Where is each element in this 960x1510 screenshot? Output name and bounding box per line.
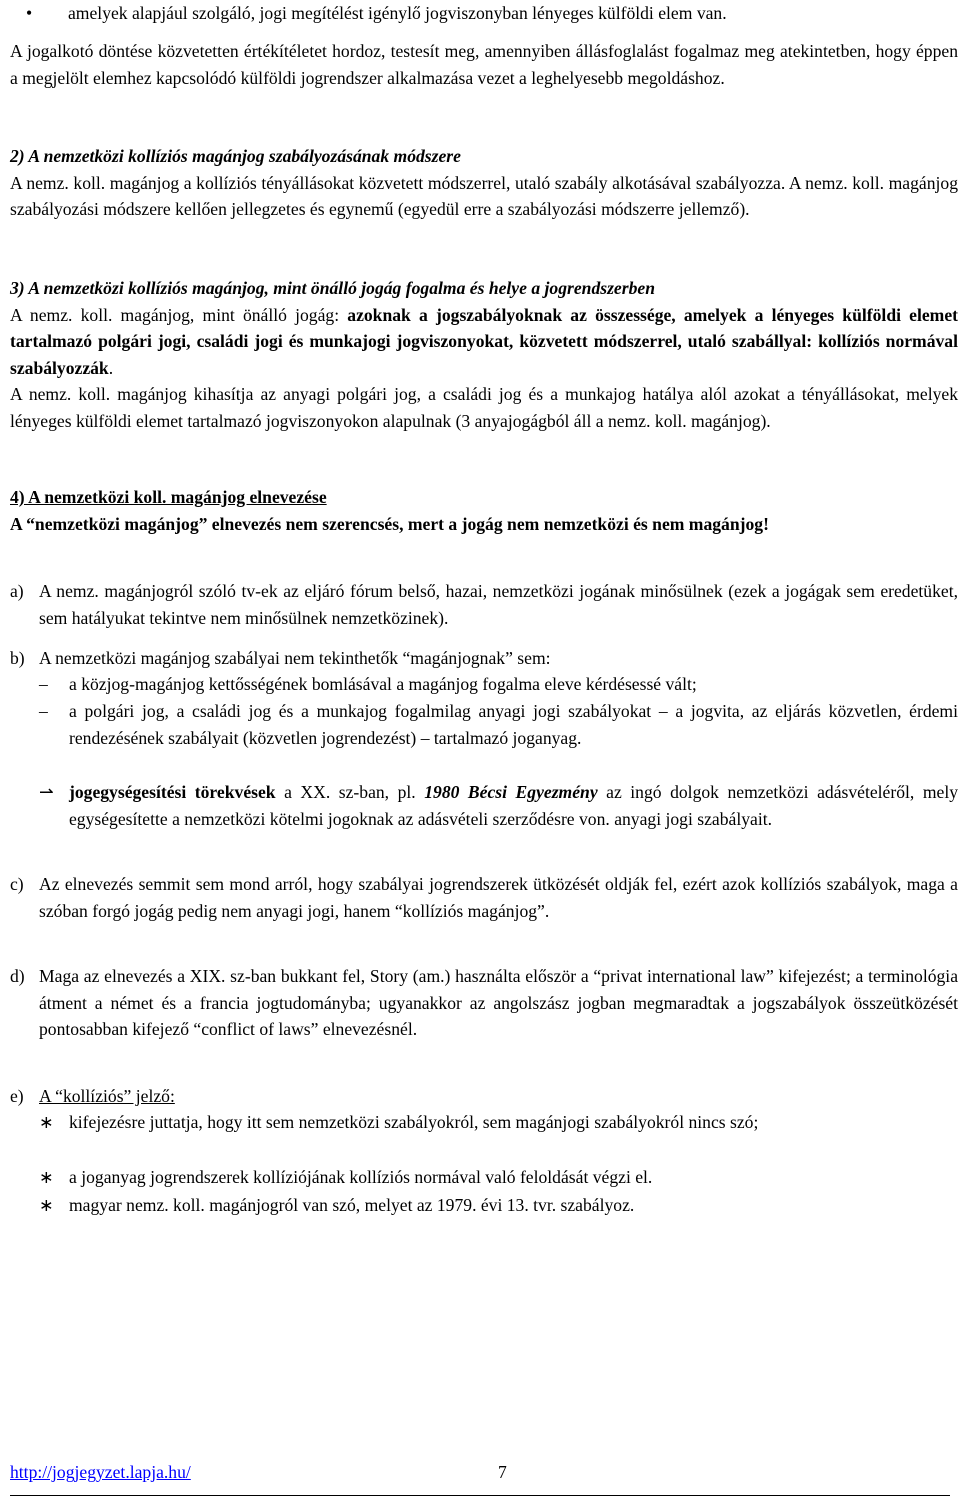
item-e-label: e) [10,1086,24,1106]
item-e-sub-3 [39,1192,958,1219]
arrow-icon: ⇀ [39,782,54,802]
page-number: 7 [498,1462,507,1482]
bullet-icon: • [26,3,33,23]
intro-bullet-text: amelyek alapjául szolgáló, jogi megítélést igénylő jogviszonyban lényeges külföldi elem van. [68,3,727,23]
item-e-sub-2-text: a joganyag jogrendszerek kollíziójának kollíziós normával való feloldását végzi el. [69,1167,653,1187]
item-b-arrow-bold: jogegységesítési törekvések [69,782,276,802]
dash-icon: – [39,701,48,721]
item-a-label: a) [10,581,24,601]
asterisk-icon: ∗ [39,1195,54,1215]
dash-icon: – [39,674,48,694]
item-c-label: c) [10,874,24,894]
intro-paragraph-text: A jogalkotó döntése közvetetten értékítéletet hordoz, testesít meg, amennyiben állásfoglalást fogalmaz meg atekintetben, hogy éppen a megjelölt elemhez kapcsolódó külföldi jogrendszer alkalmazása vezet a leghelyesebb megoldáshoz. [10,41,958,88]
item-b-sub-1 [39,671,958,698]
item-e [10,1083,958,1110]
footer-link[interactable]: http://jogjegyzet.lapja.hu/ [10,1462,191,1482]
section-4 [10,484,958,537]
section-3-bold-definition: azoknak a jogszabályoknak az összessége, amelyek a lényeges külföldi elemet tartalmazó polgári jogi, családi jogi és munkajogi jogviszonyokat, közvetett módszerrel, utaló szabállyal: kollíziós normával szabályozzák [10,304,958,378]
item-b-sub-2-text: a polgári jog, a családi jog és a munkajog fogalmilag anyagi jogi szabályokat – a jogvita, az eljárás közvetlen, érdemi rendezésének szabályait (közvetlen jogrendezést) – tartalmazó joganyag. [69,701,958,748]
footer-rule [10,1495,950,1496]
item-d-text: Maga az elnevezés a XIX. sz-ban bukkant fel, Story (am.) használta először a “privat international law” kifejezést; a terminológia átment a német és a francia jogtudományba; ugyanakkor az angolszász jogban megmaradtak a jogszabályok összeütközését pontosabban kifejező “conflict of laws” elnevezésnél. [39,966,958,1039]
item-b-sub-2 [39,698,958,751]
item-b-label: b) [10,648,25,668]
item-e-sub-1-text: kifejezésre juttatja, hogy itt sem nemzetközi szabályokról, sem magánjogi szabályokról nincs szó; [69,1112,759,1132]
item-d [10,963,958,1043]
section-2 [10,143,958,223]
item-c-text: Az elnevezés semmit sem mond arról, hogy szabályai jogrendszerek ütközését oldják fel, ezért azok kollíziós szabályok, maga a szóban forgó jogág pedig nem anyagi jogi, hanem “kollíziós magánjog”. [39,874,958,921]
item-b [10,645,958,672]
section-3-heading: 3) A nemzetközi kollíziós magánjog, mint önálló jogág fogalma és helye a jogrendszerben [10,278,655,298]
section-3 [10,275,958,434]
item-e-sub-2 [39,1164,958,1191]
section-3-definition [10,302,958,382]
item-b-arrow-text [69,779,958,832]
item-b-arrow [39,779,958,832]
item-e-sub-3-text: magyar nemz. koll. magánjogról van szó, melyet az 1979. évi 13. tvr. szabályoz. [69,1195,635,1215]
intro-paragraph [10,38,958,91]
item-b-arrow-italic: 1980 Bécsi Egyezmény [424,782,598,802]
item-d-label: d) [10,966,25,986]
item-a-text: A nemz. magánjogról szóló tv-ek az eljáró fórum belső, hazai, nemzetközi jogának minősülnek (ezek a jogágak sem eredetüket, sem hatályukat tekintve nem minősülnek nemzetközinek). [39,581,958,628]
item-b-arrow-rest: az ingó dolgok nemzetközi adásvételéről, mely egységesítette a nemzetközi kötelmi jogoknak az adásvételi szerződésre von. anyagi jogi szabályait. [69,782,958,829]
section-2-heading: 2) A nemzetközi kollíziós magánjog szabályozásának módszere [10,146,461,166]
section-3-lead: A nemz. koll. magánjog, mint önálló jogág: [10,304,348,325]
item-e-sub-1 [39,1109,958,1136]
item-b-arrow-mid: a XX. sz-ban, pl. [275,782,425,802]
section-2-paragraph: A nemz. koll. magánjog a kollíziós tényállásokat közvetett módszerrel, utaló szabály alkotásával szabályozza. A nemz. koll. magánjog szabályozási módszere kellően jellegzetes és egynemű (egyedül erre a szabályozási módszerre jellemző). [10,172,958,219]
item-b-text: A nemzetközi magánjog szabályai nem tekinthetők “magánjognak” sem: [39,648,551,668]
item-a [10,578,958,631]
section-4-bold-paragraph: A “nemzetközi magánjog” elnevezés nem szerencsés, mert a jogág nem nemzetközi és nem magánjog! [10,513,769,534]
section-4-heading: 4) A nemzetközi koll. magánjog elnevezése [10,487,327,507]
asterisk-icon: ∗ [39,1167,54,1187]
intro-bullet [10,0,958,26]
item-e-heading: A “kollíziós” jelző: [39,1086,175,1106]
item-c [10,871,958,924]
section-3-period: . [108,357,114,378]
asterisk-icon: ∗ [39,1112,54,1132]
section-3-paragraph-2: A nemz. koll. magánjog kihasítja az anyagi polgári jog, a családi jog és a munkajog hatálya alól azokat a tényállásokat, melyek lényeges külföldi elemet tartalmazó jogviszonyokon alapulnak (3 anyajogágból áll a nemz. koll. magánjog). [10,384,958,431]
item-b-sub-1-text: a közjog-magánjog kettősségének bomlásával a magánjog fogalma eleve kérdésessé vált; [69,674,697,694]
